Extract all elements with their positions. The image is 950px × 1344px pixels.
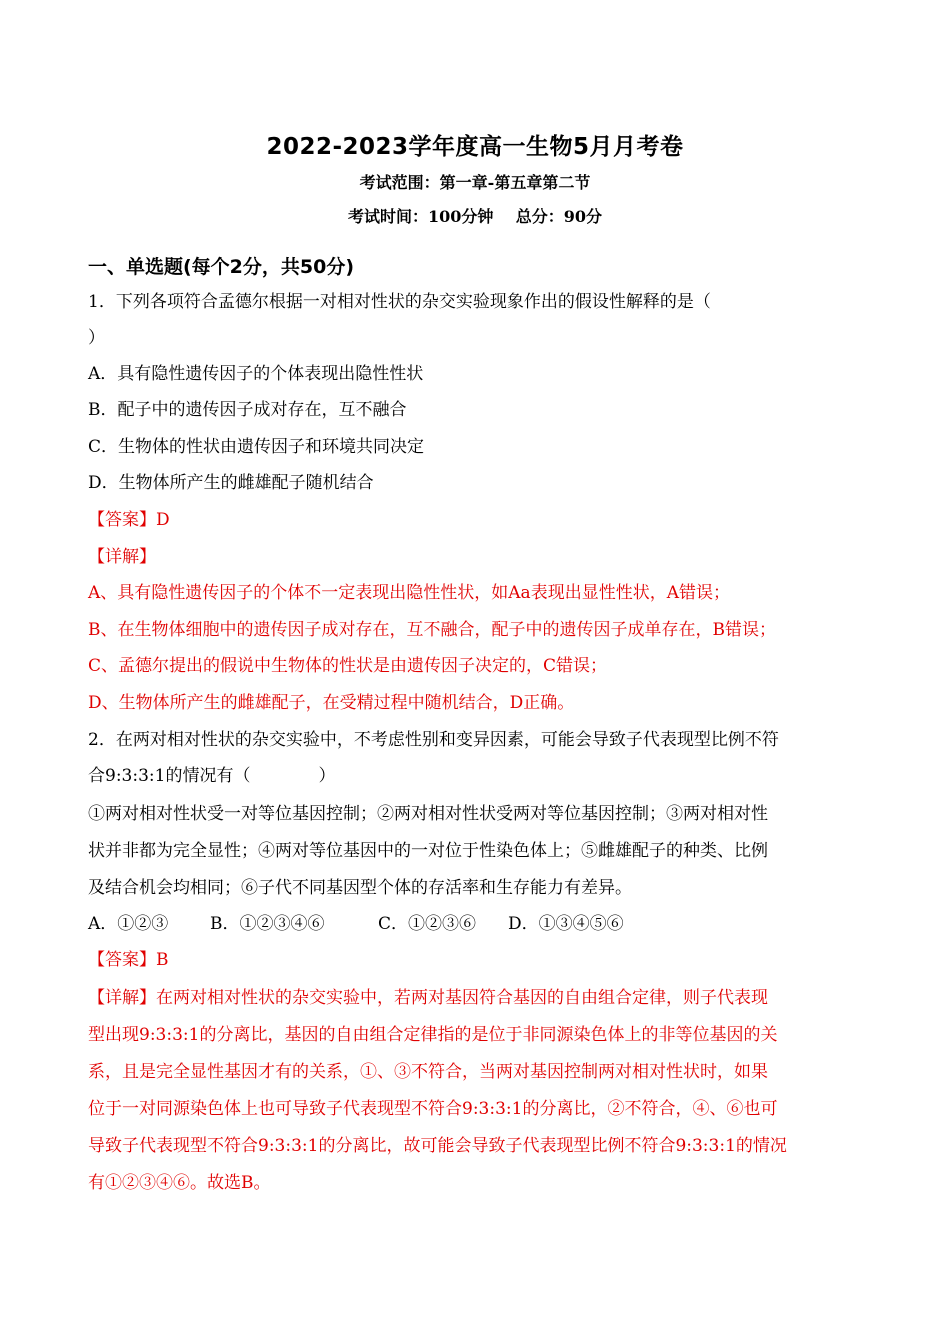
q2-detail-line3: 系，且是完全显性基因才有的关系，①、③不符合，当两对基因控制两对相对性状时，如果 (88, 1062, 768, 1082)
exam-time-score: 考试时间：100分钟 总分：90分 (348, 207, 602, 226)
exam-scope: 考试范围：第一章-第五章第二节 (359, 173, 591, 192)
q2-options (88, 913, 624, 935)
section-heading: 一、单选题(每个2分，共50分) (88, 256, 355, 278)
q1-detail-c: C、孟德尔提出的假说中生物体的性状是由遗传因子决定的，C错误； (88, 656, 608, 676)
q1-detail-a: A、具有隐性遗传因子的个体不一定表现出隐性性状，如Aa表现出显性性状，A错误； (88, 583, 730, 603)
q1-stem-line2: ） (88, 328, 105, 348)
q2-option-b: B．①②③④⑥ (210, 914, 325, 934)
q1-option-b: B．配子中的遗传因子成对存在，互不融合 (88, 400, 407, 420)
q1-detail-label: 【详解】 (88, 547, 156, 567)
q2-option-d: D．①③④⑤⑥ (508, 914, 624, 934)
q1-option-a: A．具有隐性遗传因子的个体表现出隐性性状 (88, 364, 424, 384)
q2-option-c: C．①②③⑥ (378, 914, 477, 934)
q2-stem-line1: 2．在两对相对性状的杂交实验中，不考虑性别和变异因素，可能会导致子代表现型比例不符 (88, 730, 779, 750)
q2-detail-line2: 型出现9:3:3:1的分离比，基因的自由组合定律指的是位于非同源染色体上的非等位基因的关 (88, 1025, 778, 1045)
q2-condition-line2: 状并非都为完全显性；④两对等位基因中的一对位于性染色体上；⑤雌雄配子的种类、比例 (88, 841, 768, 861)
q2-answer: 【答案】B (88, 950, 169, 970)
q2-detail-line5: 导致子代表现型不符合9:3:3:1的分离比，故可能会导致子代表现型比例不符合9:3:3:1的情况 (88, 1136, 787, 1156)
q2-condition-line1: ①两对相对性状受一对等位基因控制；②两对相对性状受两对等位基因控制；③两对相对性 (88, 804, 768, 824)
q2-condition-line3: 及结合机会均相同；⑥子代不同基因型个体的存活率和生存能力有差异。 (88, 878, 632, 898)
q1-option-c: C．生物体的性状由遗传因子和环境共同决定 (88, 437, 425, 457)
q1-option-d: D．生物体所产生的雌雄配子随机结合 (88, 473, 374, 493)
page-title: 2022-2023学年度高一生物5月月考卷 (266, 134, 684, 160)
q2-detail-line6: 有①②③④⑥。故选B。 (88, 1173, 271, 1193)
q2-detail-line1: 【详解】在两对相对性状的杂交实验中，若两对基因符合基因的自由组合定律，则子代表现 (88, 988, 768, 1008)
q1-stem-line1: 1．下列各项符合孟德尔根据一对相对性状的杂交实验现象作出的假设性解释的是（ (88, 292, 711, 312)
q1-detail-d: D、生物体所产生的雌雄配子，在受精过程中随机结合，D正确。 (88, 693, 575, 713)
q2-detail-line4: 位于一对同源染色体上也可导致子代表现型不符合9:3:3:1的分离比，②不符合，④、⑥也可 (88, 1099, 778, 1119)
q1-detail-b: B、在生物体细胞中的遗传因子成对存在，互不融合，配子中的遗传因子成单存在，B错误； (88, 620, 776, 640)
q1-answer: 【答案】D (88, 510, 170, 530)
q2-option-a: A．①②③ (88, 914, 169, 934)
q2-stem-line2: 合9:3:3:1的情况有（ ） (88, 766, 336, 786)
